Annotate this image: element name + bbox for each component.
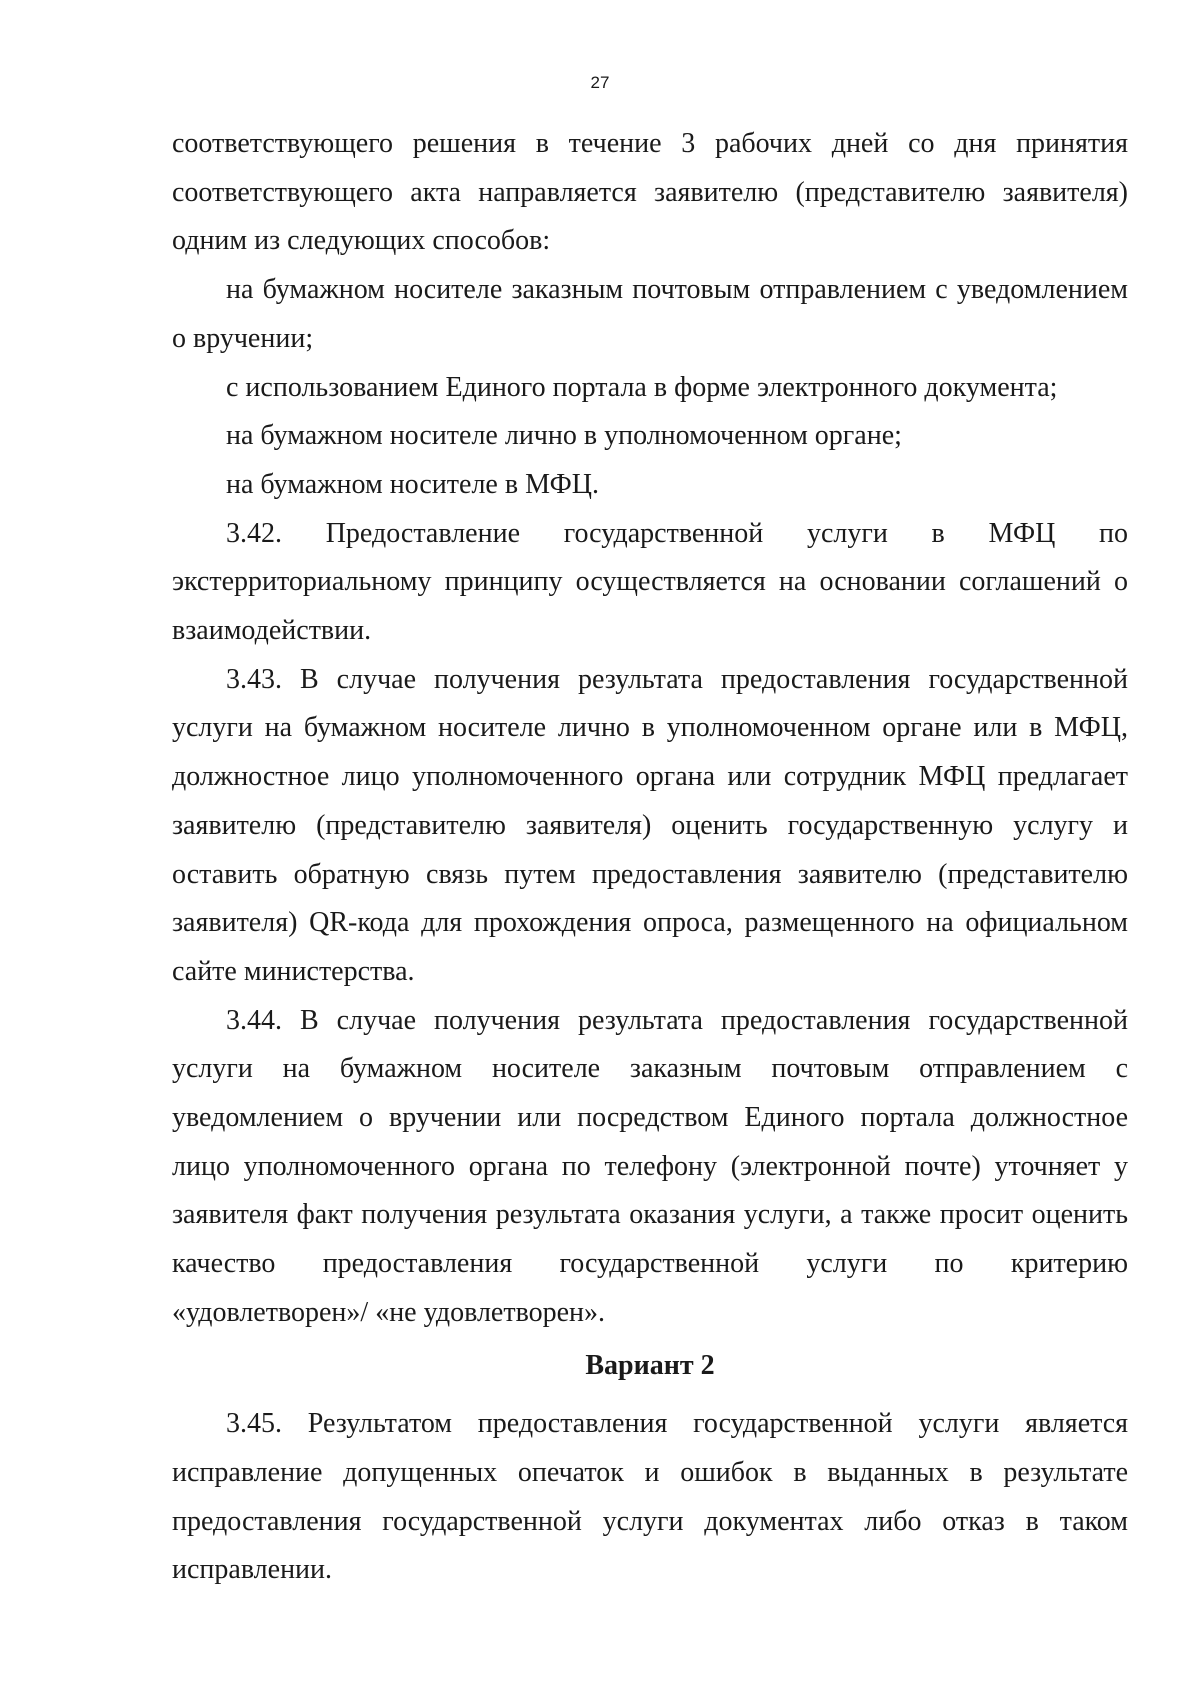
paragraph-continuation: соответствующего решения в течение 3 рабочих дней со дня принятия соответствующего акта направляется заявителю (представителю заявителя) одним из следующих способов: (172, 128, 1128, 257)
list-item-in-person: на бумажном носителе лично в уполномоченном органе; (226, 420, 902, 452)
paragraph-3-43: 3.43. В случае получения результата предоставления государственной услуги на бумажном носителе лично в уполномоченном органе или в МФЦ, должностное лицо уполномоченного органа или сотрудник МФЦ предлагает заявителю (представителю заявителя) оценить государственную услугу и оставить обратную связь путем предоставления заявителю (представителю заявителя) QR-кода для прохождения опроса, размещенного на официальном сайте министерства. (172, 663, 1128, 987)
paragraph-3-44: 3.44. В случае получения результата предоставления государственной услуги на бумажном носителе заказным почтовым отправлением с уведомлением о вручении или посредством Единого портала должностное лицо уполномоченного органа по телефону (электронной почте) уточняет у заявителя факт получения результата оказания услуги, а также просит оценить качество предоставления государственной услуги по критерию «удовлетворен»/ «не удовлетворен». (172, 1004, 1128, 1328)
page-number: 27 (590, 73, 610, 92)
section-heading: Вариант 2 (585, 1349, 715, 1381)
paragraph-3-42: 3.42. Предоставление государственной услуги в МФЦ по экстерриториальному принципу осуществляется на основании соглашений о взаимодействии. (172, 517, 1128, 647)
list-item-portal: с использованием Единого портала в форме электронного документа; (226, 371, 1058, 403)
list-item-mfc: на бумажном носителе в МФЦ. (226, 468, 599, 500)
document-body (172, 120, 1128, 1595)
paragraph-3-45: 3.45. Результатом предоставления государственной услуги является исправление допущенных опечаток и ошибок в выданных в результате предоставления государственной услуги документах либо отказ в таком исправлении. (172, 1408, 1128, 1586)
list-item-postal: на бумажном носителе заказным почтовым отправлением с уведомлением о вручении; (172, 274, 1128, 354)
